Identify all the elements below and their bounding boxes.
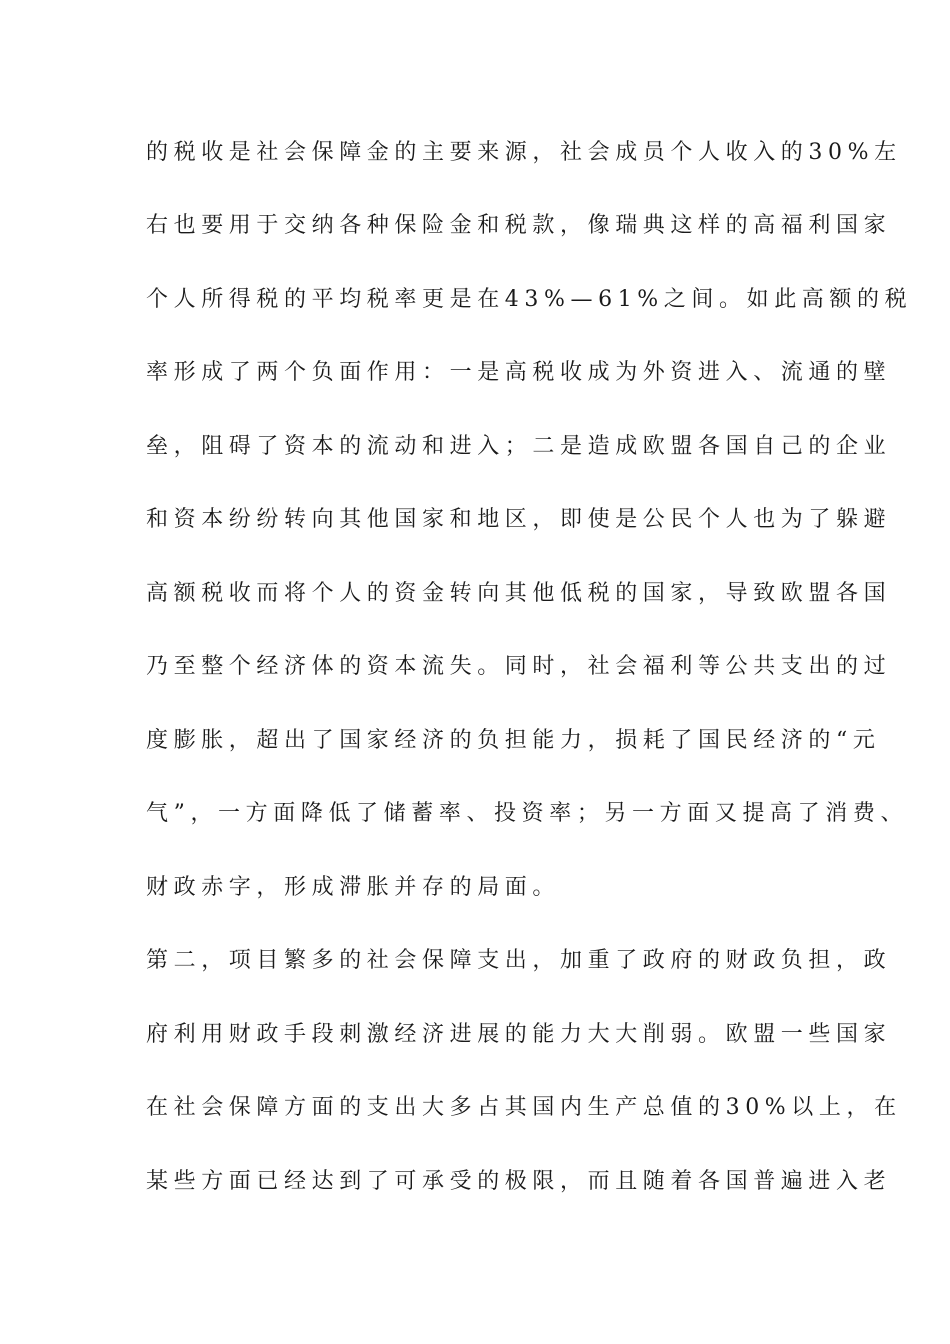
paragraph-line: 度膨胀，超出了国家经济的负担能力，损耗了国民经济的“元 — [146, 728, 881, 753]
paragraph-line: 率形成了两个负面作用：一是高税收成为外资进入、流通的壁 — [146, 360, 892, 385]
paragraph-line: 气”，一方面降低了储蓄率、投资率；另一方面又提高了消费、 — [146, 801, 909, 826]
paragraph-line: 的税收是社会保障金的主要来源，社会成员个人收入的30%左 — [146, 140, 902, 165]
paragraph-line: 高额税收而将个人的资金转向其他低税的国家，导致欧盟各国 — [146, 581, 892, 606]
paragraph-line: 府利用财政手段刺激经济进展的能力大大削弱。欧盟一些国家 — [146, 1022, 892, 1047]
paragraph-line: 右也要用于交纳各种保险金和税款，像瑞典这样的高福利国家 — [146, 213, 892, 238]
paragraph-line: 财政赤字，形成滞胀并存的局面。 — [146, 875, 561, 900]
paragraph-line: 垒，阻碍了资本的流动和进入；二是造成欧盟各国自己的企业 — [146, 434, 892, 459]
paragraph-line: 某些方面已经达到了可承受的极限，而且随着各国普遍进入老 — [146, 1169, 892, 1194]
paragraph-line: 乃至整个经济体的资本流失。同时，社会福利等公共支出的过 — [146, 654, 892, 679]
paragraph-line: 第二，项目繁多的社会保障支出，加重了政府的财政负担，政 — [146, 948, 892, 973]
paragraph-line: 在社会保障方面的支出大多占其国内生产总值的30%以上，在 — [146, 1095, 902, 1120]
paragraph-line: 和资本纷纷转向其他国家和地区，即使是公民个人也为了躲避 — [146, 507, 892, 532]
paragraph-line: 个人所得税的平均税率更是在43%—61%之间。如此高额的税 — [146, 287, 913, 312]
